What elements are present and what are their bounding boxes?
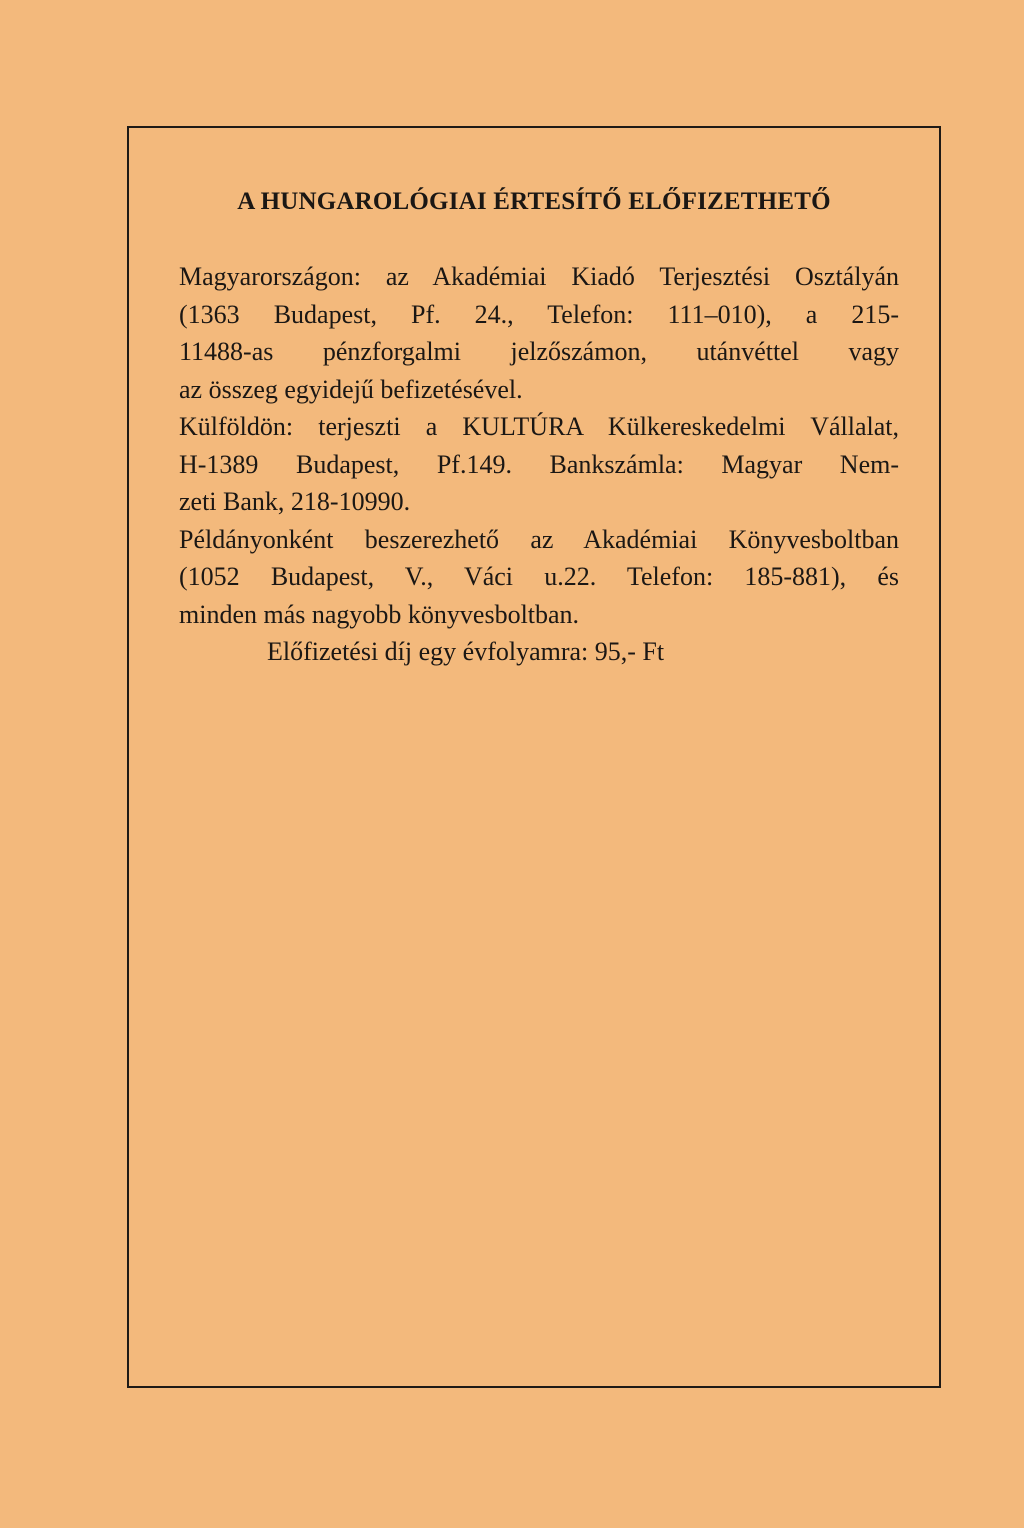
- notice-frame: [127, 126, 941, 1388]
- text-line: Magyarországon: az Akadémiai Kiadó Terjesztési Osztályán: [179, 262, 899, 291]
- text-line: zeti Bank, 218-10990.: [179, 487, 411, 516]
- notice-title: A HUNGAROLÓGIAI ÉRTESÍTŐ ELŐFIZETHETŐ: [237, 188, 831, 215]
- text-line: minden más nagyobb könyvesboltban.: [179, 599, 580, 629]
- text-line: 11488-as pénzforgalmi jelzőszámon, utánvéttel vagy: [179, 337, 899, 366]
- text-line: H-1389 Budapest, Pf.149. Bankszámla: Magyar Nem-: [179, 449, 899, 479]
- text-line: Példányonként beszerezhető az Akadémiai Könyvesboltban: [179, 524, 899, 554]
- notice-body: [179, 258, 899, 671]
- text-line: (1052 Budapest, V., Váci u.22. Telefon: 185-881), és: [179, 562, 899, 591]
- text-line: Külföldön: terjeszti a KULTÚRA Külkereskedelmi Vállalat,: [179, 412, 899, 441]
- text-line: az összeg egyidejű befizetésével.: [179, 374, 523, 404]
- paragraph-abroad: [179, 408, 899, 521]
- paragraph-hungary: [179, 258, 899, 408]
- text-line: (1363 Budapest, Pf. 24., Telefon: 111–010), a 215-: [179, 299, 899, 329]
- subscription-fee: Előfizetési díj egy évfolyamra: 95,- Ft: [267, 637, 665, 666]
- paragraph-bookshop: [179, 521, 899, 634]
